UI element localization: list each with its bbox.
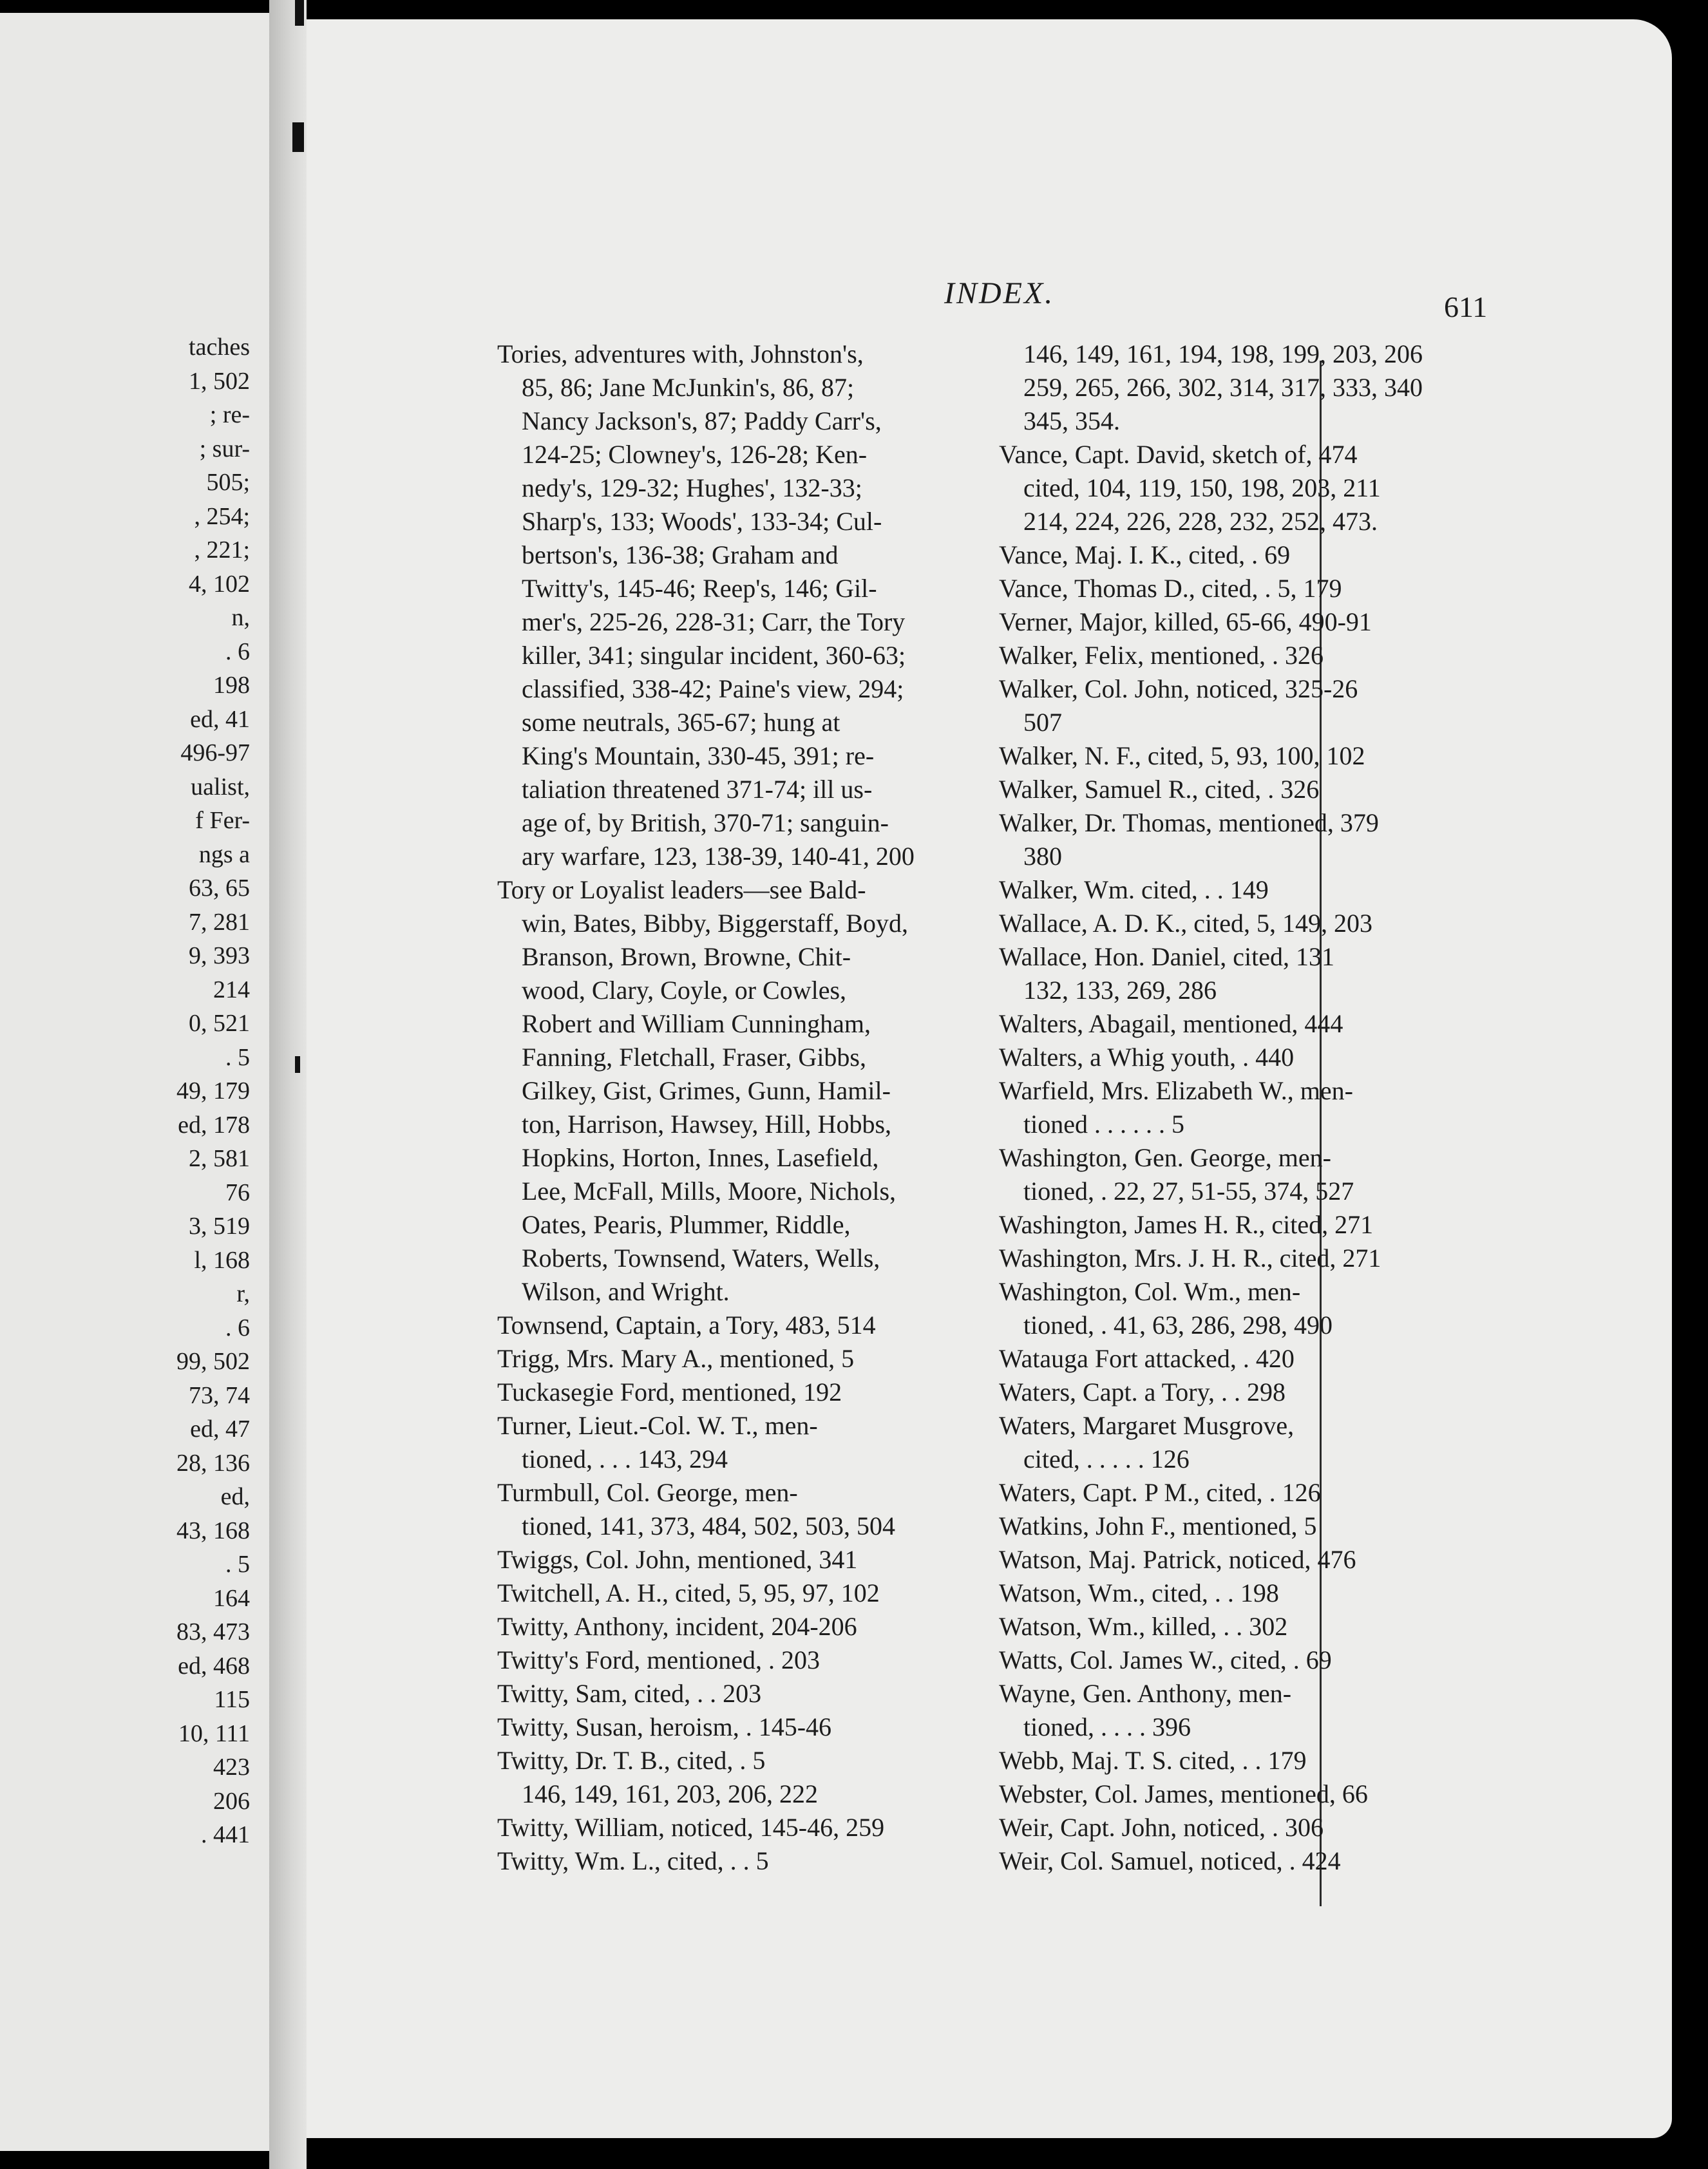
index-entry-continuation: taliation threatened 371-74; ill us- xyxy=(522,775,873,804)
left-page-fragment: 206 xyxy=(213,1787,250,1815)
left-page-fragment: ; sur- xyxy=(199,435,250,462)
left-page-fragment: 214 xyxy=(213,976,250,1003)
left-page-fragment: 4, 102 xyxy=(189,570,250,598)
index-entry-continuation: Oates, Pearis, Plummer, Riddle, xyxy=(522,1210,851,1239)
index-entry-line: Walker, N. F., cited, 5, 93, 100, 102 xyxy=(999,741,1365,770)
index-entry xyxy=(999,1409,1672,1476)
left-page-fragment: 28, 136 xyxy=(176,1449,250,1477)
index-entry xyxy=(999,739,1672,773)
index-entry-line: Verner, Major, killed, 65-66, 490-91 xyxy=(999,607,1372,636)
left-page-fragment: , 254; xyxy=(194,502,250,530)
index-entry xyxy=(999,940,1672,1007)
index-entry xyxy=(999,1643,1672,1677)
index-entry-continuation: Hopkins, Horton, Innes, Lasefield, xyxy=(522,1143,879,1172)
index-entry xyxy=(999,873,1672,907)
left-page-fragment: 83, 473 xyxy=(176,1618,250,1645)
left-page-fragment: 496-97 xyxy=(180,739,250,766)
index-entry-continuation: classified, 338-42; Paine's view, 294; xyxy=(522,674,904,703)
left-page-fragment: . 441 xyxy=(201,1821,250,1848)
index-entry-continuation: 146, 149, 161, 203, 206, 222 xyxy=(522,1779,818,1808)
index-entry-continuation: mer's, 225-26, 228-31; Carr, the Tory xyxy=(522,607,906,636)
running-head: INDEX. xyxy=(944,276,1055,310)
index-column-right xyxy=(999,337,1672,1878)
index-entry xyxy=(999,1476,1672,1510)
left-page-fragment: ed, 178 xyxy=(178,1111,250,1139)
left-page-fragment: . 6 xyxy=(225,1314,250,1341)
left-page-fragment: 1, 502 xyxy=(189,367,250,395)
index-entry-continuation: tioned, 141, 373, 484, 502, 503, 504 xyxy=(522,1511,895,1540)
index-entry-continuation: Roberts, Townsend, Waters, Wells, xyxy=(522,1244,880,1273)
index-entry xyxy=(999,1777,1672,1811)
index-entry xyxy=(999,672,1672,739)
index-entry xyxy=(999,1242,1672,1275)
index-entry-line: Twitty, Dr. T. B., cited, . 5 xyxy=(497,1746,766,1775)
left-page-fragment: ualist, xyxy=(191,773,250,800)
index-entry xyxy=(999,1141,1672,1208)
index-entry-line: Twitty, Susan, heroism, . 145-46 xyxy=(497,1712,832,1741)
index-entry-continuation: age of, by British, 370-71; sanguin- xyxy=(522,808,889,837)
left-page-fragment: r, xyxy=(236,1280,250,1307)
index-entry-line: Waters, Capt. P M., cited, . 126 xyxy=(999,1478,1321,1507)
index-entry-continuation: cited, . . . . . 126 xyxy=(1023,1444,1190,1473)
index-entry-line: Walker, Wm. cited, . . 149 xyxy=(999,875,1269,904)
index-entry-line: Vance, Maj. I. K., cited, . 69 xyxy=(999,540,1291,569)
binding-mark xyxy=(292,122,304,152)
index-entry-line: Turner, Lieut.-Col. W. T., men- xyxy=(497,1411,818,1440)
index-entry-line: Webster, Col. James, mentioned, 66 xyxy=(999,1779,1368,1808)
index-entry-continuation: Twitty's, 145-46; Reep's, 146; Gil- xyxy=(522,574,877,603)
left-page-fragment: 198 xyxy=(213,672,250,699)
index-entry-line: Warfield, Mrs. Elizabeth W., men- xyxy=(999,1076,1353,1105)
index-entry-line: Twitty, Sam, cited, . . 203 xyxy=(497,1679,762,1708)
index-entry-line: Washington, Gen. George, men- xyxy=(999,1143,1331,1172)
binding-mark xyxy=(295,1056,300,1073)
binding-mark xyxy=(295,0,304,26)
left-page-fragment: 49, 179 xyxy=(176,1077,250,1104)
left-page-fragment: 10, 111 xyxy=(178,1719,250,1747)
index-entry-continuation: King's Mountain, 330-45, 391; re- xyxy=(522,741,875,770)
index-entry-line: Turmbull, Col. George, men- xyxy=(497,1478,798,1507)
index-entry xyxy=(999,572,1672,605)
index-entry-line: Washington, Mrs. J. H. R., cited, 271 xyxy=(999,1244,1381,1273)
index-entry-continuation: bertson's, 136-38; Graham and xyxy=(522,540,839,569)
left-page-fragment: n, xyxy=(231,604,250,631)
index-entry-continuation: 132, 133, 269, 286 xyxy=(1023,976,1217,1005)
index-entry xyxy=(999,1041,1672,1074)
left-page-fragment: 423 xyxy=(213,1754,250,1781)
left-page-fragment: . 5 xyxy=(225,1551,250,1578)
index-entry-continuation: 85, 86; Jane McJunkin's, 86, 87; xyxy=(522,373,855,402)
index-entry-continuation: cited, 104, 119, 150, 198, 203, 211 xyxy=(1023,473,1381,502)
index-entry xyxy=(999,907,1672,940)
index-entry-line: Watson, Wm., killed, . . 302 xyxy=(999,1612,1288,1641)
index-entry xyxy=(999,1610,1672,1643)
index-entry-line: 146, 149, 161, 194, 198, 199, 203, 206 xyxy=(1023,339,1423,368)
index-entry xyxy=(999,1677,1672,1744)
index-entry-continuation: 214, 224, 226, 228, 232, 252, 473. xyxy=(1023,507,1378,536)
index-entry-continuation: win, Bates, Bibby, Biggerstaff, Boyd, xyxy=(522,909,908,938)
index-entry-line: Weir, Col. Samuel, noticed, . 424 xyxy=(999,1846,1341,1875)
index-entry xyxy=(999,806,1672,873)
index-entry-continuation: tioned, . 41, 63, 286, 298, 490 xyxy=(1023,1311,1333,1340)
index-entry-continuation: Gilkey, Gist, Grimes, Gunn, Hamil- xyxy=(522,1076,891,1105)
left-page-fragment: 0, 521 xyxy=(189,1010,250,1037)
index-entry-line: Wayne, Gen. Anthony, men- xyxy=(999,1679,1292,1708)
index-entry-line: Wallace, A. D. K., cited, 5, 149, 203 xyxy=(999,909,1372,938)
index-entry-line: Watson, Maj. Patrick, noticed, 476 xyxy=(999,1545,1356,1574)
index-entry-line: Twitty's Ford, mentioned, . 203 xyxy=(497,1645,821,1674)
index-entry-line: Webb, Maj. T. S. cited, . . 179 xyxy=(999,1746,1307,1775)
left-page-fragment: . 5 xyxy=(225,1043,250,1071)
index-entry xyxy=(999,1811,1672,1844)
index-entry-line: Watauga Fort attacked, . 420 xyxy=(999,1344,1295,1373)
index-entry-line: Waters, Margaret Musgrove, xyxy=(999,1411,1295,1440)
index-entry-continuation: killer, 341; singular incident, 360-63; xyxy=(522,641,906,670)
index-entry-line: Vance, Capt. David, sketch of, 474 xyxy=(999,440,1358,469)
left-page-fragment: 99, 502 xyxy=(176,1348,250,1375)
left-page-fragment: 9, 393 xyxy=(189,942,250,969)
left-page-fragment: 2, 581 xyxy=(189,1145,250,1172)
index-entry-line: Watson, Wm., cited, . . 198 xyxy=(999,1578,1279,1607)
index-entry xyxy=(999,1376,1672,1409)
index-entry xyxy=(999,1208,1672,1242)
index-entry-line: Vance, Thomas D., cited, . 5, 179 xyxy=(999,574,1342,603)
left-page-fragment: ed, 47 xyxy=(190,1416,250,1443)
index-entry-continuation: Branson, Brown, Browne, Chit- xyxy=(522,942,851,971)
index-entry-continuation: 259, 265, 266, 302, 314, 317, 333, 340 xyxy=(1023,373,1423,402)
index-entry-continuation: 124-25; Clowney's, 126-28; Ken- xyxy=(522,440,868,469)
index-entry-line: Walters, a Whig youth, . 440 xyxy=(999,1043,1295,1072)
index-entry xyxy=(999,1342,1672,1376)
left-page-fragment: l, 168 xyxy=(194,1246,250,1274)
index-entry-continuation: Wilson, and Wright. xyxy=(522,1277,730,1306)
index-entry-line: Watkins, John F., mentioned, 5 xyxy=(999,1511,1317,1540)
index-entry-line: Watts, Col. James W., cited, . 69 xyxy=(999,1645,1332,1674)
index-entry xyxy=(999,1007,1672,1041)
index-entry-continuation: tioned . . . . . . 5 xyxy=(1023,1110,1184,1139)
index-entry-line: Walker, Dr. Thomas, mentioned, 379 xyxy=(999,808,1379,837)
index-entry xyxy=(999,773,1672,806)
index-entry-line: Twiggs, Col. John, mentioned, 341 xyxy=(497,1545,858,1574)
left-page-fragment: , 221; xyxy=(194,536,250,564)
page-number: 611 xyxy=(1444,290,1488,323)
index-entry-line: Twitty, Wm. L., cited, . . 5 xyxy=(497,1846,769,1875)
index-entry-line: Washington, Col. Wm., men- xyxy=(999,1277,1301,1306)
index-entry-line: Walker, Samuel R., cited, . 326 xyxy=(999,775,1320,804)
index-entry-continuation: tioned, . . . . 396 xyxy=(1023,1712,1191,1741)
index-entry-continuation: 345, 354. xyxy=(1023,406,1120,435)
index-entry-line: Twitchell, A. H., cited, 5, 95, 97, 102 xyxy=(497,1578,880,1607)
index-entry-continuation: 507 xyxy=(1023,708,1062,737)
left-page-fragment: 76 xyxy=(225,1179,250,1206)
index-entry xyxy=(999,1577,1672,1610)
index-entry-continuation: ary warfare, 123, 138-39, 140-41, 200 xyxy=(522,842,915,871)
index-entry-line: Tuckasegie Ford, mentioned, 192 xyxy=(497,1378,842,1407)
index-entry-continuation: some neutrals, 365-67; hung at xyxy=(522,708,840,737)
index-entry xyxy=(999,1543,1672,1577)
left-page-fragment: 115 xyxy=(214,1686,250,1713)
index-entry xyxy=(999,1844,1672,1878)
index-entry-continuation: nedy's, 129-32; Hughes', 132-33; xyxy=(522,473,862,502)
left-page-fragment: . 6 xyxy=(225,638,250,665)
left-page xyxy=(0,13,269,2151)
index-entry-line: Walker, Felix, mentioned, . 326 xyxy=(999,641,1324,670)
index-entry-line: Wallace, Hon. Daniel, cited, 131 xyxy=(999,942,1335,971)
index-entry-continuation: 380 xyxy=(1023,842,1062,871)
index-entry xyxy=(999,1074,1672,1141)
index-entry-line: Twitty, William, noticed, 145-46, 259 xyxy=(497,1813,885,1842)
index-entry-line: Twitty, Anthony, incident, 204-206 xyxy=(497,1612,857,1641)
index-entry-line: Waters, Capt. a Tory, . . 298 xyxy=(999,1378,1286,1407)
index-entry xyxy=(999,1275,1672,1342)
left-page-fragment: 73, 74 xyxy=(189,1381,250,1409)
left-page-fragment: 164 xyxy=(213,1584,250,1612)
book-gutter xyxy=(269,0,307,2169)
left-page-fragment: 63, 65 xyxy=(189,875,250,902)
index-entry-line: Townsend, Captain, a Tory, 483, 514 xyxy=(497,1311,876,1340)
index-entry-line: Tory or Loyalist leaders—see Bald- xyxy=(497,875,866,904)
index-entry-line: Weir, Capt. John, noticed, . 306 xyxy=(999,1813,1324,1842)
index-entry-line: Walters, Abagail, mentioned, 444 xyxy=(999,1009,1343,1038)
index-entry xyxy=(999,1744,1672,1777)
left-page-fragment: ; re- xyxy=(209,401,250,428)
index-entry-continuation: tioned, . . . 143, 294 xyxy=(522,1444,728,1473)
left-page-fragment: f Fer- xyxy=(195,807,250,834)
index-entry-continuation: tioned, . 22, 27, 51-55, 374, 527 xyxy=(1023,1177,1354,1206)
right-page xyxy=(307,19,1672,2138)
index-entry-line: Trigg, Mrs. Mary A., mentioned, 5 xyxy=(497,1344,855,1373)
left-page-fragment: taches xyxy=(189,334,250,361)
index-entry-line: Tories, adventures with, Johnston's, xyxy=(497,339,864,368)
left-page-fragment: ed, 468 xyxy=(178,1652,250,1680)
index-entry-continuation: wood, Clary, Coyle, or Cowles, xyxy=(522,976,847,1005)
index-entry-continuation: ton, Harrison, Hawsey, Hill, Hobbs, xyxy=(522,1110,892,1139)
left-page-fragment: ngs a xyxy=(198,840,250,868)
index-entry xyxy=(999,605,1672,639)
left-page-fragment: ed, xyxy=(220,1483,250,1510)
index-entry-continuation: Nancy Jackson's, 87; Paddy Carr's, xyxy=(522,406,882,435)
left-page-fragment: 7, 281 xyxy=(189,908,250,936)
index-entry-continuation: Sharp's, 133; Woods', 133-34; Cul- xyxy=(522,507,882,536)
index-entry xyxy=(999,438,1672,538)
index-entry-line: Walker, Col. John, noticed, 325-26 xyxy=(999,674,1358,703)
index-entry xyxy=(999,1510,1672,1543)
left-page-fragment: 3, 519 xyxy=(189,1213,250,1240)
index-entry-continuation: Robert and William Cunningham, xyxy=(522,1009,871,1038)
index-entry-continuation: Fanning, Fletchall, Fraser, Gibbs, xyxy=(522,1043,866,1072)
left-page-fragment: 43, 168 xyxy=(176,1517,250,1544)
index-entry xyxy=(999,639,1672,672)
index-entry-continuation: Lee, McFall, Mills, Moore, Nichols, xyxy=(522,1177,897,1206)
index-entry xyxy=(999,538,1672,572)
left-page-fragment: ed, 41 xyxy=(190,705,250,733)
index-entry xyxy=(999,337,1672,438)
left-page-fragment: 505; xyxy=(206,469,250,496)
index-entry-line: Washington, James H. R., cited, 271 xyxy=(999,1210,1374,1239)
